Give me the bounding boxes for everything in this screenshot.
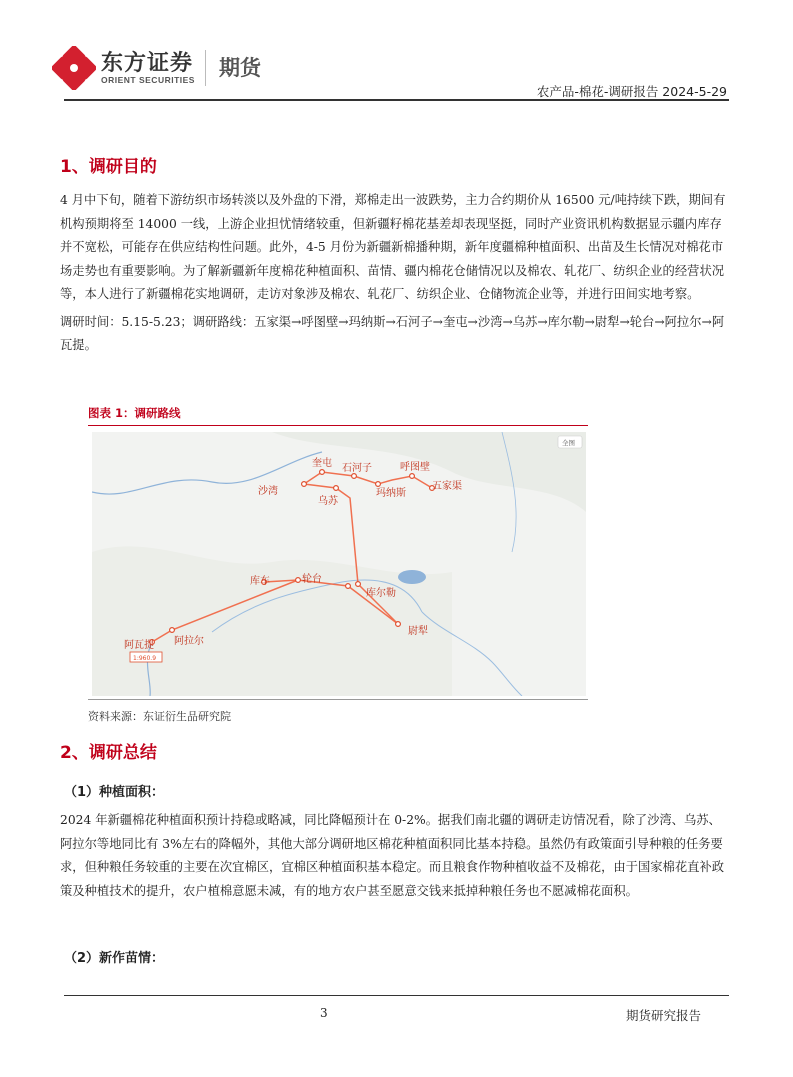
city-label: 玛纳斯 (376, 488, 406, 499)
figure1-caption: 图表 1：调研路线 (88, 406, 181, 420)
orient-securities-logo-icon (52, 46, 96, 90)
city-label: 五家渠 (432, 481, 462, 492)
city-label: 库尔勒 (366, 588, 396, 599)
city-label: 阿拉尔 (174, 636, 204, 647)
section1-body (60, 189, 728, 358)
figure1-source: 资料来源：东证衍生品研究院 (88, 710, 231, 723)
section2-title: 2、调研总结 (60, 743, 157, 763)
section1-paragraph-2: 调研时间：5.15-5.23；调研路线：五家渠→呼图壁→玛纳斯→石河子→奎屯→沙湾→乌苏→库尔勒→尉犁→轮台→阿拉尔→阿瓦提。 (60, 314, 725, 352)
city-label: 沙湾 (258, 486, 278, 497)
footer-label: 期货研究报告 (625, 1008, 701, 1023)
city-label: 库车 (250, 576, 270, 587)
subsection1-title: （1）种植面积： (64, 785, 165, 800)
section1-paragraph-1: 4 月中下旬，随着下游纺织市场转淡以及外盘的下滑，郑棉走出一波跌势，主力合约期价从 16500 元/吨持续下跌，期间有机构预期将至 14000 一线，上游企业担忧情绪较重，但新疆籽棉花基差却表现坚挺，同时产业资讯机构数据显示疆内库存并不宽松，可能存在供应结构性问题。此外，4-5 月份为新疆新棉播种期，新年度疆棉种植面积、出苗及生长情况对棉花市场走势也有重要影响。为了解新疆新年度棉花种植面积、苗情、疆内棉花仓储情况以及棉农、轧花厂、纺织企业的经营状况等，本人进行了新疆棉花实地调研，走访对象涉及棉农、轧花厂、纺织企业、仓储物流企业等，并进行田间实地考察。 (60, 193, 726, 301)
city-label: 尉犁 (408, 626, 428, 637)
brand-name-cn: 东方证券 (101, 51, 194, 76)
brand-subtitle: 期货 (219, 56, 261, 80)
figure1-top-rule (88, 425, 588, 426)
section1-title: 1、调研目的 (60, 157, 157, 177)
city-label: 阿瓦提 (124, 640, 154, 651)
header-rule (64, 99, 729, 101)
city-label: 轮台 (302, 574, 322, 585)
figure1-bottom-rule (88, 699, 588, 700)
page-number: 3 (320, 1006, 328, 1020)
subsection2-title: （2）新作苗情： (64, 951, 165, 966)
survey-route-map (92, 432, 586, 696)
subsection1-body: 2024 年新疆棉花种植面积预计持稳或略减，同比降幅预计在 0-2%。据我们南北疆的调研走访情况看，除了沙湾、乌苏、阿拉尔等地同比有 3%左右的降幅外，其他大部分调研地区棉花种植面积同比基本持稳。虽然仍有政策面引导种粮的任务要求，但种粮任务较重的主要在次宜棉区，宜棉区种植面积基本稳定。而且粮食作物种植收益不及棉花，由于国家棉花直补政策及种植技术的提升，农户植棉意愿未减，有的地方农户甚至愿意交钱来抵掉种粮任务也不愿减棉花面积。 (60, 813, 725, 898)
city-label: 石河子 (342, 463, 372, 474)
city-label: 奎屯 (312, 458, 332, 469)
city-label: 呼图壁 (400, 462, 430, 473)
brand-divider (205, 50, 206, 86)
report-tag: 农产品-棉花-调研报告 2024-5-29 (536, 84, 727, 99)
map-scale-label: 1:960.9 (133, 655, 157, 662)
city-label: 乌苏 (318, 496, 338, 507)
brand-name-en: ORIENT SECURITIES (101, 75, 195, 85)
footer-rule (64, 995, 729, 996)
map-view-control-label: 全图 (562, 439, 575, 447)
